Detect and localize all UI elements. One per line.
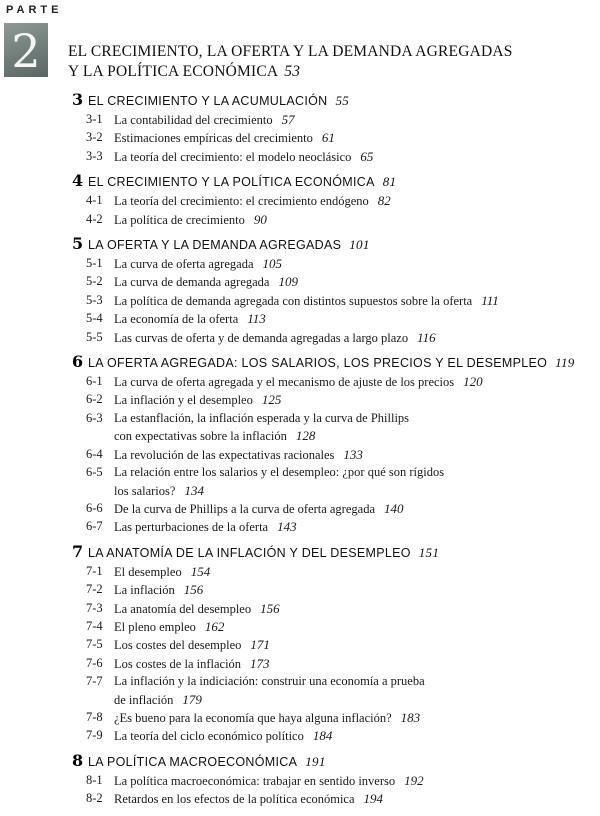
part-title-line1: EL CRECIMIENTO, LA OFERTA Y LA DEMANDA AGREGADAS [68, 43, 513, 60]
chapter-title: EL CRECIMIENTO Y LA ACUMULACIÓN [88, 94, 328, 108]
section-title: La anatomía del desempleo [114, 601, 252, 616]
section-entry [72, 211, 592, 229]
part-number: 2 [11, 24, 41, 78]
section-page: 183 [400, 709, 421, 725]
section-page: 171 [250, 637, 270, 653]
section-page: 162 [204, 618, 225, 634]
section-list [72, 772, 592, 809]
section-page: 133 [343, 446, 363, 462]
section-entry [72, 192, 592, 210]
section-list [72, 192, 592, 229]
chapter-heading [72, 236, 592, 254]
chapter [72, 92, 592, 166]
section-number: 7-6 [86, 655, 103, 670]
section-title: ¿Es bueno para la economía que haya alguna inflación? [114, 710, 392, 725]
section-number: 3-1 [86, 112, 103, 126]
part-number-badge [4, 23, 48, 77]
section-entry [72, 329, 592, 347]
section-entry [72, 772, 592, 790]
section-entry [72, 292, 592, 310]
section-page: 156 [260, 600, 280, 616]
section-number: 8-2 [86, 791, 103, 806]
section-title: La política de crecimiento [114, 212, 245, 227]
chapter [72, 750, 592, 809]
chapter [72, 236, 592, 347]
section-entry [72, 618, 592, 636]
section-page: 111 [481, 292, 499, 308]
section-title: El desempleo [114, 564, 182, 579]
section-number: 3-2 [86, 130, 103, 145]
section-page: 125 [261, 392, 282, 408]
chapter [72, 173, 592, 229]
section-page: 184 [312, 728, 333, 744]
section-page: 109 [278, 274, 298, 290]
chapter-page: 81 [382, 174, 397, 190]
section-page: 57 [281, 112, 295, 127]
section-title: El pleno empleo [114, 619, 196, 634]
section-entry [72, 581, 592, 599]
section-number: 5-3 [86, 292, 103, 307]
section-title-continued: con expectativas sobre la inflación [114, 429, 287, 444]
section-entry [72, 148, 592, 166]
section-number: 7-2 [86, 582, 103, 597]
section-entry [72, 273, 592, 291]
section-title: La relación entre los salarios y el desempleo: ¿por qué son rígidos [114, 465, 445, 480]
section-number: 6-6 [86, 500, 103, 515]
section-title-continued: los salarios? [114, 483, 176, 498]
section-title: La política macroeconómica: trabajar en sentido inverso [114, 773, 396, 788]
section-title: La revolución de las expectativas racionales [114, 447, 335, 462]
section-title: La teoría del crecimiento: el modelo neoclásico [114, 149, 352, 164]
section-title: La contabilidad del crecimiento [114, 113, 273, 127]
section-entry [72, 255, 592, 273]
chapter [72, 541, 592, 746]
section-title: La inflación y la indiciación: construir una economía a prueba [114, 674, 425, 689]
chapter [72, 354, 592, 537]
section-entry [72, 373, 592, 391]
section-entry [72, 446, 592, 464]
section-list [72, 373, 592, 537]
section-title: Estimaciones empíricas del crecimiento [114, 131, 313, 146]
section-number: 8-1 [86, 772, 103, 787]
section-list [72, 563, 592, 746]
chapter-title: LA OFERTA AGREGADA: LOS SALARIOS, LOS PRECIOS Y EL DESEMPLEO [88, 356, 548, 371]
section-number: 6-7 [86, 519, 103, 534]
chapter-heading [72, 354, 592, 372]
section-number: 7-1 [86, 563, 103, 578]
section-title: La inflación [114, 583, 175, 598]
section-page: 82 [377, 193, 391, 209]
section-entry [72, 518, 592, 536]
part-title-line2: Y LA POLÍTICA ECONÓMICA [68, 63, 279, 80]
section-number: 7-4 [86, 618, 103, 633]
section-title-continued: de inflación [114, 692, 174, 707]
section-number: 7-8 [86, 709, 103, 724]
section-title: Retardos en los efectos de la política económica [114, 792, 355, 807]
section-number: 5-4 [86, 311, 103, 326]
section-page: 179 [182, 691, 202, 707]
section-page: 194 [363, 791, 384, 807]
section-number: 4-2 [86, 211, 103, 226]
chapter-title: EL CRECIMIENTO Y LA POLÍTICA ECONÓMICA [88, 175, 375, 190]
chapter-page: 191 [305, 753, 326, 769]
chapter-list [72, 92, 592, 816]
chapter-heading [72, 92, 592, 110]
section-number: 6-4 [86, 446, 103, 461]
chapter-page: 101 [349, 237, 370, 253]
section-page: 116 [417, 329, 436, 345]
section-title: De la curva de Phillips a la curva de oferta agregada [114, 501, 375, 516]
section-page: 90 [253, 211, 267, 227]
section-title: La estanflación, la inflación esperada y la curva de Phillips [114, 410, 410, 425]
section-page: 113 [247, 311, 266, 327]
section-number: 5-2 [86, 274, 103, 289]
chapter-number: 3 [72, 90, 84, 109]
section-number: 4-1 [86, 193, 103, 208]
section-title: Los costes de la inflación [114, 656, 242, 671]
chapter-number: 6 [72, 352, 84, 372]
chapter-page: 55 [335, 93, 350, 108]
section-number: 7-9 [86, 728, 103, 743]
chapter-title: LA ANATOMÍA DE LA INFLACIÓN Y DEL DESEMPLEO [88, 545, 411, 560]
section-title: La teoría del ciclo económico político [114, 729, 304, 744]
section-entry [72, 391, 592, 409]
section-title: Los costes del desempleo [114, 638, 242, 653]
section-entry [72, 673, 592, 709]
chapter-number: 7 [72, 541, 84, 561]
section-entry [72, 636, 592, 654]
section-title: La curva de demanda agregada [114, 275, 270, 290]
section-number: 5-5 [86, 329, 103, 344]
section-number: 7-3 [86, 600, 103, 615]
chapter-page: 151 [418, 544, 440, 560]
section-number: 6-2 [86, 392, 103, 407]
chapter-number: 4 [72, 171, 84, 191]
chapter-number: 8 [72, 750, 84, 770]
section-number: 5-1 [86, 256, 103, 271]
chapter-number: 5 [72, 234, 84, 254]
section-page: 192 [404, 772, 424, 788]
section-page: 143 [277, 519, 297, 535]
section-page: 120 [463, 374, 483, 390]
chapter-page: 119 [555, 355, 575, 371]
section-entry [72, 111, 592, 129]
chapter-title: LA OFERTA Y LA DEMANDA AGREGADAS [88, 238, 342, 253]
section-page: 154 [190, 563, 211, 579]
section-title: La economía de la oferta [114, 312, 239, 327]
section-entry [72, 310, 592, 328]
section-number: 7-5 [86, 637, 103, 652]
section-title: La política de demanda agregada con distintos supuestos sobre la oferta [114, 293, 473, 308]
section-page: 105 [262, 256, 282, 272]
section-title: La curva de oferta agregada y el mecanismo de ajuste de los precios [114, 375, 455, 390]
section-title: La inflación y el desempleo [114, 393, 253, 408]
section-entry [72, 464, 592, 500]
section-entry [72, 563, 592, 581]
section-number: 7-7 [86, 674, 103, 689]
section-entry [72, 709, 592, 727]
part-title [68, 42, 568, 82]
chapter-heading [72, 173, 592, 191]
section-list [72, 255, 592, 347]
section-number: 6-1 [86, 374, 103, 389]
chapter-heading [72, 541, 592, 562]
section-entry [72, 410, 592, 446]
section-entry [72, 129, 592, 147]
section-page: 156 [183, 582, 204, 598]
section-number: 6-3 [86, 410, 103, 425]
section-page: 61 [321, 130, 335, 146]
section-title: Las perturbaciones de la oferta [114, 520, 269, 535]
chapter-title: LA POLÍTICA MACROECONÓMICA [88, 754, 298, 769]
part-page: 53 [284, 63, 301, 80]
part-label: PARTE [6, 4, 63, 16]
section-list [72, 111, 592, 166]
section-title: La teoría del crecimiento: el crecimiento endógeno [114, 194, 369, 209]
section-number: 3-3 [86, 148, 103, 163]
section-entry [72, 727, 592, 745]
section-title: La curva de oferta agregada [114, 257, 254, 272]
section-entry [72, 500, 592, 518]
section-entry [72, 655, 592, 673]
chapter-heading [72, 750, 592, 771]
section-title: Las curvas de oferta y de demanda agregadas a largo plazo [114, 330, 409, 345]
section-page: 65 [360, 148, 374, 164]
section-number: 6-5 [86, 465, 103, 480]
section-page: 140 [384, 500, 404, 516]
section-page: 173 [250, 655, 270, 671]
section-page: 134 [184, 482, 204, 498]
section-entry [72, 600, 592, 618]
section-page: 128 [295, 428, 316, 444]
